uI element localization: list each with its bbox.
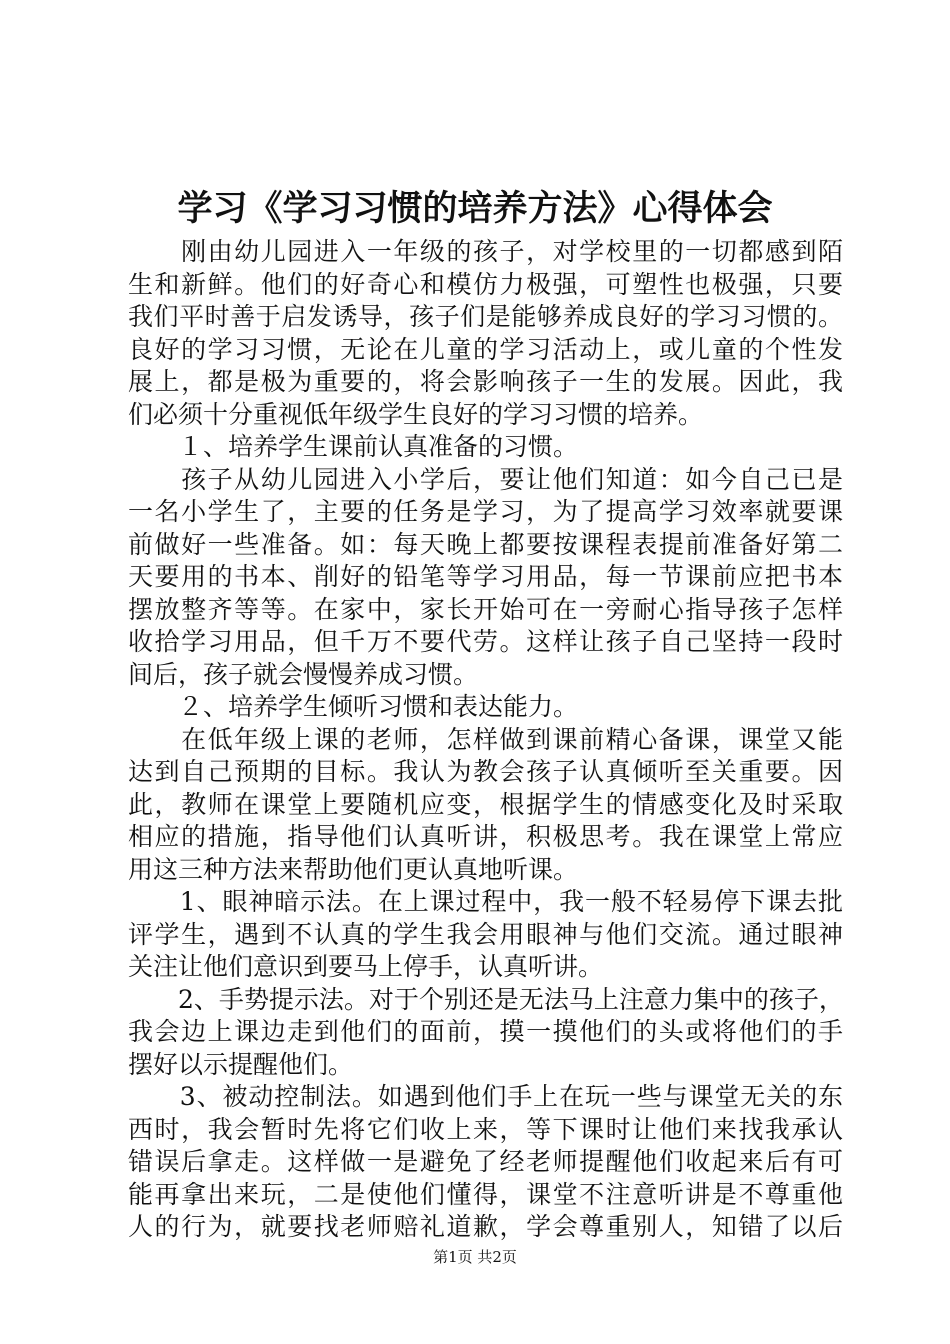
text-line: 错误后拿走。这样做一是避免了经老师提醒他们收起来后有可 <box>128 1147 843 1176</box>
text-line: 此，教师在课堂上要随机应变，根据学生的情感变化及时采取 <box>128 789 843 819</box>
text-line: 天要用的书本、削好的铅笔等学习用品，每一节课前应把书本 <box>128 562 843 591</box>
text-line: 3、被动控制法。如遇到他们手上在玩一些与课堂无关的东 <box>128 1082 843 1111</box>
text-line: 良好的学习习惯，无论在儿童的学习活动上，或儿童的个性发 <box>128 334 843 364</box>
text-line: 在低年级上课的老师，怎样做到课前精心备课，课堂又能 <box>128 724 843 754</box>
text-line: 摆放整齐等等。在家中，家长开始可在一旁耐心指导孩子怎样 <box>128 594 843 624</box>
text-line: 相应的措施，指导他们认真听讲，积极思考。我在课堂上常应 <box>128 822 843 851</box>
text-line: 生和新鲜。他们的好奇心和模仿力极强，可塑性也极强，只要 <box>128 269 843 299</box>
text-line: 评学生，遇到不认真的学生我会用眼神与他们交流。通过眼神 <box>128 919 843 949</box>
text-line: 刚由幼儿园进入一年级的孩子，对学校里的一切都感到陌 <box>128 237 843 266</box>
page-footer: 第1页 共2页 <box>433 1248 517 1266</box>
text-line: ２、培养学生倾听习惯和表达能力。 <box>128 692 579 721</box>
text-line: 们必须十分重视低年级学生良好的学习习惯的培养。 <box>128 399 704 429</box>
text-line: 我们平时善于启发诱导，孩子们是能够养成良好的学习习惯的。 <box>128 302 843 331</box>
text-line: 收拾学习用品，但千万不要代劳。这样让孩子自己坚持一段时 <box>128 627 843 656</box>
text-line: 间后，孩子就会慢慢养成习惯。 <box>128 659 479 689</box>
text-line: 能再拿出来玩，二是使他们懂得，课堂不注意听讲是不尊重他 <box>128 1179 843 1209</box>
text-line: 达到自己预期的目标。我认为教会孩子认真倾听至关重要。因 <box>128 757 843 786</box>
text-line: 1、眼神暗示法。在上课过程中，我一般不轻易停下课去批 <box>128 887 843 916</box>
text-line: 一名小学生了，主要的任务是学习，为了提高学习效率就要课 <box>128 497 843 526</box>
text-line: 人的行为，就要找老师赔礼道歉，学会尊重别人，知错了以后 <box>128 1212 843 1241</box>
text-line: 前做好一些准备。如：每天晚上都要按课程表提前准备好第二 <box>128 529 843 559</box>
document-title: 学习《学习习惯的培养方法》心得体会 <box>177 188 773 229</box>
document-body <box>128 236 843 1244</box>
text-line: 孩子从幼儿园进入小学后，要让他们知道：如今自己已是 <box>128 464 843 494</box>
text-line: 展上，都是极为重要的，将会影响孩子一生的发展。因此，我 <box>128 367 843 396</box>
text-line: 关注让他们意识到要马上停手，认真听讲。 <box>128 952 604 981</box>
text-line: １、培养学生课前认真准备的习惯。 <box>128 432 579 461</box>
text-line: 我会边上课边走到他们的面前，摸一摸他们的头或将他们的手 <box>128 1017 843 1046</box>
text-line: 用这三种方法来帮助他们更认真地听课。 <box>128 854 579 884</box>
text-line: 摆好以示提醒他们。 <box>128 1049 354 1079</box>
text-line: 西时，我会暂时先将它们收上来，等下课时让他们来找我承认 <box>128 1114 843 1144</box>
text-line: 2、手势提示法。对于个别还是无法马上注意力集中的孩子， <box>128 984 844 1014</box>
